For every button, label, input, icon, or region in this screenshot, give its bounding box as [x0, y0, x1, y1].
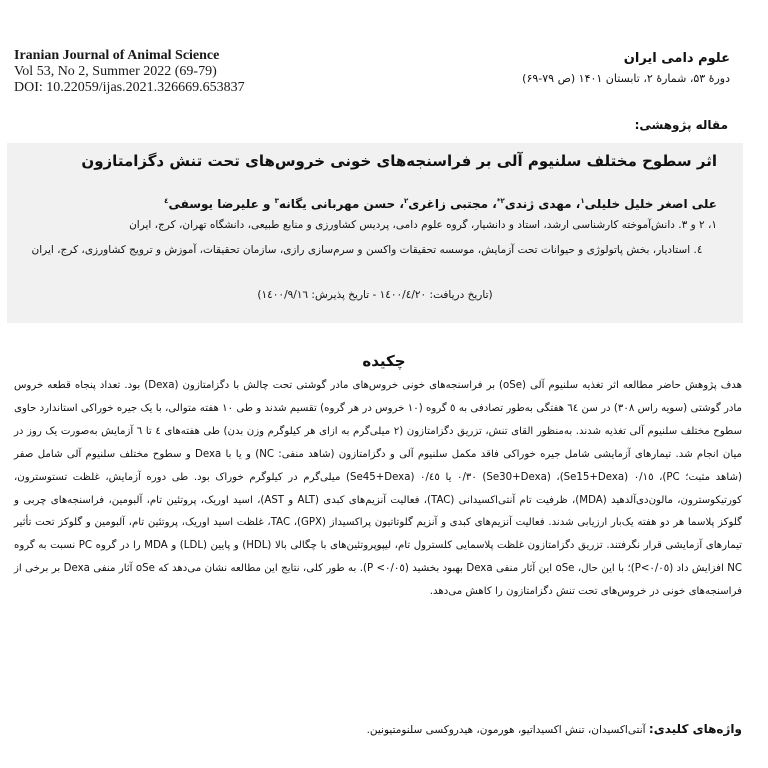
- keywords-value: آنتی‌اکسیدان، تنش اکسیداتیو، هورمون، هیدروکسی سلنومتیونین.: [366, 724, 649, 736]
- author-name: علی اصغر خلیل خلیلی: [584, 197, 717, 211]
- journal-header-english: [14, 48, 314, 96]
- article-type: مقاله پژوهشی:: [634, 118, 728, 132]
- author-list: [164, 191, 717, 214]
- keywords: [367, 722, 742, 736]
- author-sep: ،: [488, 197, 497, 211]
- abstract-heading: چکیده: [362, 352, 406, 370]
- journal-name-en: Iranian Journal of Animal Science: [14, 48, 220, 63]
- journal-volume-fa: دورۀ ۵۳، شمارۀ ۲، تابستان ۱۴۰۱ (ص ۷۹-۶۹): [522, 72, 730, 85]
- author-sep: ،: [395, 197, 404, 211]
- journal-name-fa: علوم دامی ایران: [623, 51, 730, 66]
- title-box: [7, 143, 743, 323]
- affiliation-2: ٤. استادیار، بخش پاتولوژی و حیوانات تحت آزمایش، موسسه تحقیقات واکسن و سرم‌سازی رازی، سازمان تحقیقات، آموزش و ترویج کشاورزی، کرج، ایران: [31, 244, 703, 256]
- affiliation-1: ۱، ۲ و ۳. دانش‌آموخته کارشناسی ارشد، استاد و دانشیار، گروه علوم دامی، پردیس کشاورزی و منابع طبیعی، دانشگاه تهران، کرج، ایران: [129, 219, 717, 231]
- journal-header-persian: [400, 48, 730, 88]
- author-name: علیرضا یوسفی: [168, 197, 259, 211]
- author-sup: ٤: [164, 197, 169, 205]
- author-sup: ۱: [580, 197, 585, 205]
- journal-doi: DOI: 10.22059/ijas.2021.326669.653837: [14, 80, 245, 95]
- author-sep: و: [258, 197, 275, 211]
- author-name: مهدی ژندی: [504, 197, 572, 211]
- journal-volume-en: Vol 53, No 2, Summer 2022 (69-79): [14, 64, 217, 79]
- keywords-label: واژه‌های کلیدی:: [648, 722, 742, 736]
- author-name: حسن مهربانی یگانه: [278, 197, 396, 211]
- author-sup: ۲*: [496, 197, 505, 205]
- abstract-body: هدف پژوهش حاضر مطالعه اثر تغذیه سلنیوم آلی (oSe) بر فراسنجه‌های خونی خروس‌های مادر گوشتی تحت چالش با دگزامتازون (Dexa) بود. تعداد پنجاه قطعه خروس مادر گوشتی (سویه راس ۳۰۸) در سن ٦٤ هفتگی به‌طور تصادفی به ٥ گروه (۱۰ خروس در هر گروه) تقسیم شدند و طی ۱۰ هفته متوالی، با یک جیره خوراکی استاندارد حاوی سطوح مختلف سلنیوم آلی تغذیه شدند. به‌منظور القای تنش، تزریق دگزامتازون (۲ میلی‌گرم به ازای هر کیلوگرم وزن بدن) طی هفته‌های ٤ تا ٦ آزمایش به‌صورت یک روز در میان انجام شد. تیمارهای آزمایشی شامل جیره خوراکی فاقد مکمل سلنیوم آلی و دگزامتازون (شاهد منفی: NC) و یا با Dexa و سطوح مختلف سلنیوم آلی شامل صفر (شاهد مثبت؛ PC)، ۰/۱٥ (Se15+Dexa)، ۰/۳۰ (Se30+Dexa) یا ۰/٤٥ (Se45+Dexa) میلی‌گرم در کیلوگرم خوراک بود. طی دوره آزمایش، غلظت تستوسترون، کورتیکوسترون، مالون‌دی‌آلدهید (MDA)، ظرفیت تام آنتی‌اکسیدانی (TAC)، فعالیت آنزیم‌های کبدی (ALT و AST)، اسید اوریک، پروتئین تام، آلبومین، فراسنجه‌های چربی و گلوکز پلاسما هر دو هفته یک‌بار ارزیابی شدند. فعالیت آنزیم‌های کبدی و آنزیم گلوتاتیون پراکسیداز (GPX)، TAC، غلظت اسید اوریک، پروتئین تام، آلبومین و گلوکز تحت تأثیر تیمارهای آزمایشی قرار نگرفتند. تزریق دگزامتازون غلظت پلاسمایی کلسترول تام، لیپوپروتئین‌های با چگالی بالا (HDL) و پایین (LDL) و MDA را در گروه PC نسبت به گروه NC افزایش داد (P<۰/۰٥)؛ با این حال، oSe این آثار منفی Dexa بهبود بخشید (P <۰/۰٥). به طور کلی، نتایج این مطالعه نشان می‌دهد که oSe آثار منفی Dexa بر برخی از فراسنجه‌های خونی در خروس‌های تحت تنش دگزامتازون را کاهش می‌دهد.: [14, 380, 743, 598]
- received-accepted-dates: (تاریخ دریافت: ۱٤۰۰/٤/۲۰ - تاریخ پذیرش: ۱٤۰۰/۹/۱٦): [257, 289, 493, 301]
- author-sup: ۲: [403, 197, 409, 205]
- author-name: مجتبی زاغری: [408, 197, 489, 211]
- article-title: اثر سطوح مختلف سلنیوم آلی بر فراسنجه‌های خونی خروس‌های تحت تنش دگزامتازون: [81, 152, 717, 170]
- author-sup: ۳: [274, 197, 279, 205]
- author-sep: ،: [571, 197, 581, 211]
